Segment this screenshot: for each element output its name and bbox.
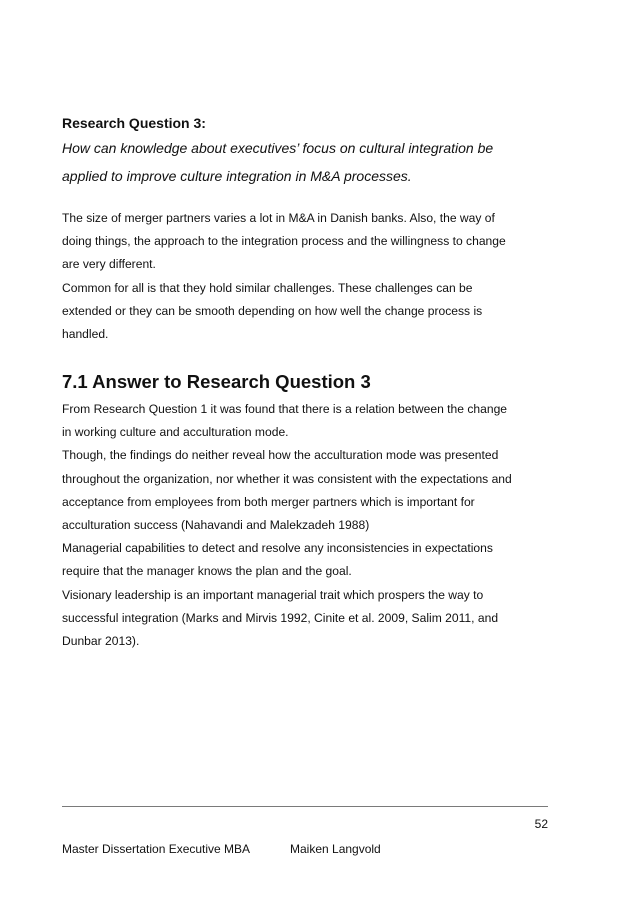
section-line: acculturation success (Nahavandi and Malekzadeh 1988) <box>62 518 370 533</box>
section-line: acceptance from employees from both merger partners which is important for <box>62 494 475 509</box>
intro-line: extended or they can be smooth depending on how well the change process is <box>62 303 483 318</box>
section-line: Managerial capabilities to detect and resolve any inconsistencies in expectations <box>62 541 493 556</box>
research-question-text <box>62 134 562 190</box>
intro-line: Common for all is that they hold similar challenges. These challenges can be <box>62 280 473 295</box>
section-line: successful integration (Marks and Mirvis 1992, Cinite et al. 2009, Salim 2011, and <box>62 610 499 625</box>
footer-document-title: Master Dissertation Executive MBA <box>62 842 251 856</box>
footer-divider <box>62 806 548 807</box>
research-question-heading: Research Question 3: <box>62 115 206 131</box>
section-heading: 7.1 Answer to Research Question 3 <box>62 371 371 392</box>
section-line: From Research Question 1 it was found that there is a relation between the change <box>62 402 508 416</box>
section-body <box>62 398 552 653</box>
intro-line: doing things, the approach to the integration process and the willingness to change <box>62 234 506 249</box>
section-line: require that the manager knows the plan and the goal. <box>62 564 352 579</box>
research-question-line: applied to improve culture integration in M&A processes. <box>62 168 412 184</box>
section-line: throughout the organization, nor whether it was consistent with the expectations and <box>62 471 512 486</box>
intro-paragraph <box>62 207 552 346</box>
research-question-line: How can knowledge about executives’ focus on cultural integration be <box>62 140 494 156</box>
intro-line: The size of merger partners varies a lot in M&A in Danish banks. Also, the way of <box>62 211 495 225</box>
section-line: Visionary leadership is an important managerial trait which prospers the way to <box>62 587 484 602</box>
intro-line: are very different. <box>62 257 156 272</box>
section-line: in working culture and acculturation mode. <box>62 425 289 440</box>
footer-author: Maiken Langvold <box>290 842 381 856</box>
section-line: Though, the findings do neither reveal how the acculturation mode was presented <box>62 448 499 463</box>
section-line: Dunbar 2013). <box>62 634 140 649</box>
page-number: 52 <box>534 817 548 831</box>
intro-line: handled. <box>62 327 109 342</box>
